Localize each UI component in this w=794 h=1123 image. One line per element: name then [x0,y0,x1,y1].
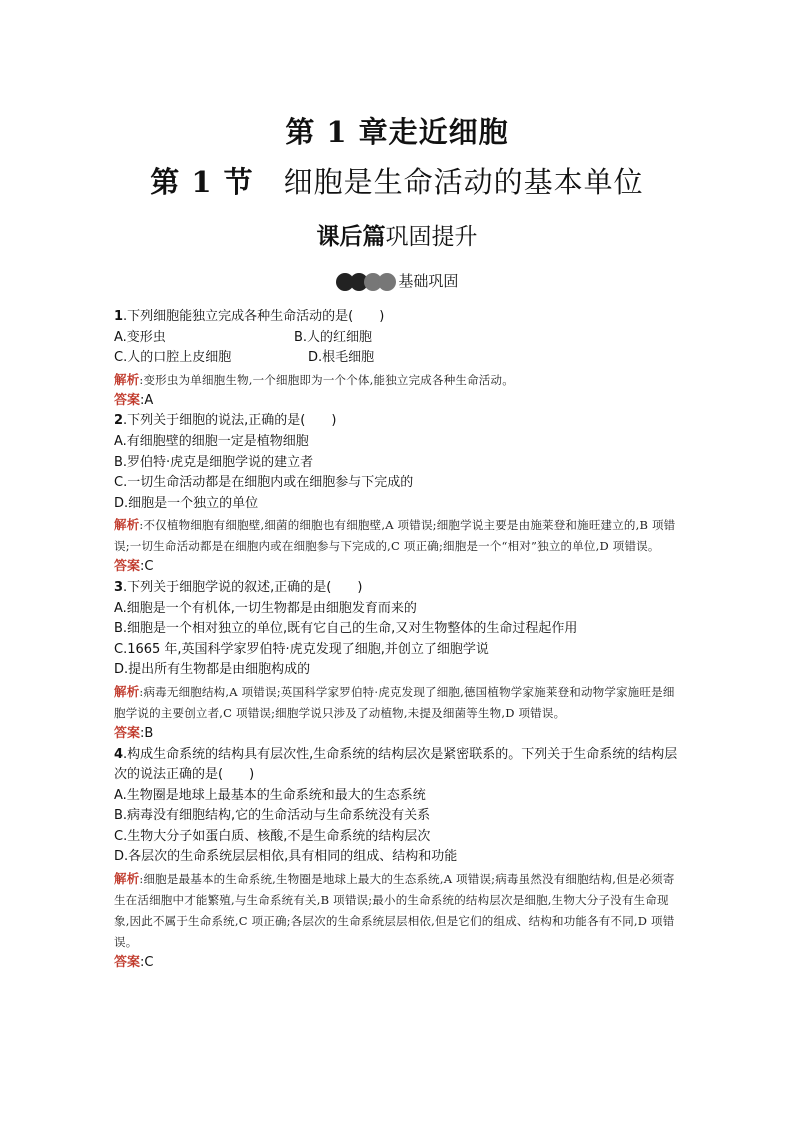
option-b: B.罗伯特·虎克是细胞学说的建立者 [114,454,314,470]
option-c: C.1665 年,英国科学家罗伯特·虎克发现了细胞,并创立了细胞学说 [114,641,489,657]
answer: 答案:B [114,725,154,741]
option-b: B.细胞是一个相对独立的单位,既有它自己的生命,又对生物整体的生命过程起作用 [114,621,578,637]
chapter-title: 第 1 章走近细胞 [285,115,509,149]
part-heading [0,218,794,251]
part-heading-bold: 课后篇 [316,223,386,250]
option-a: A.细胞是一个有机体,一切生物都是由细胞发育而来的 [114,600,417,616]
question-stem: 4.构成生命系统的结构具有层次性,生命系统的结构层次是紧密联系的。下列关于生命系统的结构层次的说法正确的是( ) [114,746,678,783]
question-4 [114,745,684,974]
subsection-title: 基础巩固 [398,272,459,290]
option-d: D.根毛细胞 [308,350,375,366]
part-heading-rest: 巩固提升 [385,224,478,250]
option-c: C.人的口腔上皮细胞 [114,350,232,366]
option-c: C.生物大分子如蛋白质、核酸,不是生命系统的结构层次 [114,828,431,844]
section-title: 细胞是生命活动的基本单位 [283,165,644,199]
question-list [114,307,684,974]
option-d: D.细胞是一个独立的单位 [114,495,259,511]
section-number: 第 1 节 [150,165,254,199]
answer: 答案:C [114,559,154,575]
option-d: D.各层次的生命系统层层相依,具有相同的组成、结构和功能 [114,849,458,865]
level-dots-icon [336,272,392,291]
option-a: A.生物圈是地球上最基本的生命系统和最大的生态系统 [114,787,426,803]
option-b: B.病毒没有细胞结构,它的生命活动与生命系统没有关系 [114,808,431,824]
option-a: A.有细胞壁的细胞一定是植物细胞 [114,433,309,449]
option-c: C.一切生命活动都是在细胞内或在细胞参与下完成的 [114,475,414,491]
question-3 [114,578,684,745]
option-b: B.人的红细胞 [294,329,373,345]
question-stem: 3.下列关于细胞学说的叙述,正确的是( ) [114,579,363,595]
option-a: A.变形虫 [114,329,166,345]
question-1 [114,307,684,411]
question-2 [114,411,684,578]
question-stem: 1.下列细胞能独立完成各种生命活动的是( ) [114,309,385,324]
answer: 答案:C [114,955,154,971]
explanation: 解析:病毒无细胞结构,A 项错误;英国科学家罗伯特·虎克发现了细胞,德国植物学家施莱登和动物学家施旺是细胞学说的主要创立者,C 项错误;细胞学说只涉及了动植物,未提及细菌等生物,D 项错误。 [114,683,675,720]
section-heading [0,160,794,201]
answer: 答案:A [114,392,154,408]
subsection-heading [0,270,794,291]
explanation: 解析:不仅植物细胞有细胞壁,细菌的细胞也有细胞壁,A 项错误;细胞学说主要是由施莱登和施旺建立的,B 项错误;一切生命活动都是在细胞内或在细胞参与下完成的,C 项正确;细胞是一个“相对”独立的单位,D 项错误。 [114,517,676,554]
explanation: 解析:细胞是最基本的生命系统,生物圈是地球上最大的生态系统,A 项错误;病毒虽然没有细胞结构,但是必须寄生在活细胞中才能繁殖,与生命系统有关,B 项错误;最小的生命系统的结构层次是细胞,生物大分子没有生命现象,因此不属于生命系统,C 项正确;各层次的生命系统层层相依,但是它们的组成、结构和功能各有不同,D 项错误。 [114,871,675,950]
explanation: 解析:变形虫为单细胞生物,一个细胞即为一个个体,能独立完成各种生命活动。 [114,371,514,387]
question-stem: 2.下列关于细胞的说法,正确的是( ) [114,413,337,429]
option-row [114,348,684,369]
option-row [114,328,684,349]
option-d: D.提出所有生物都是由细胞构成的 [114,662,311,678]
